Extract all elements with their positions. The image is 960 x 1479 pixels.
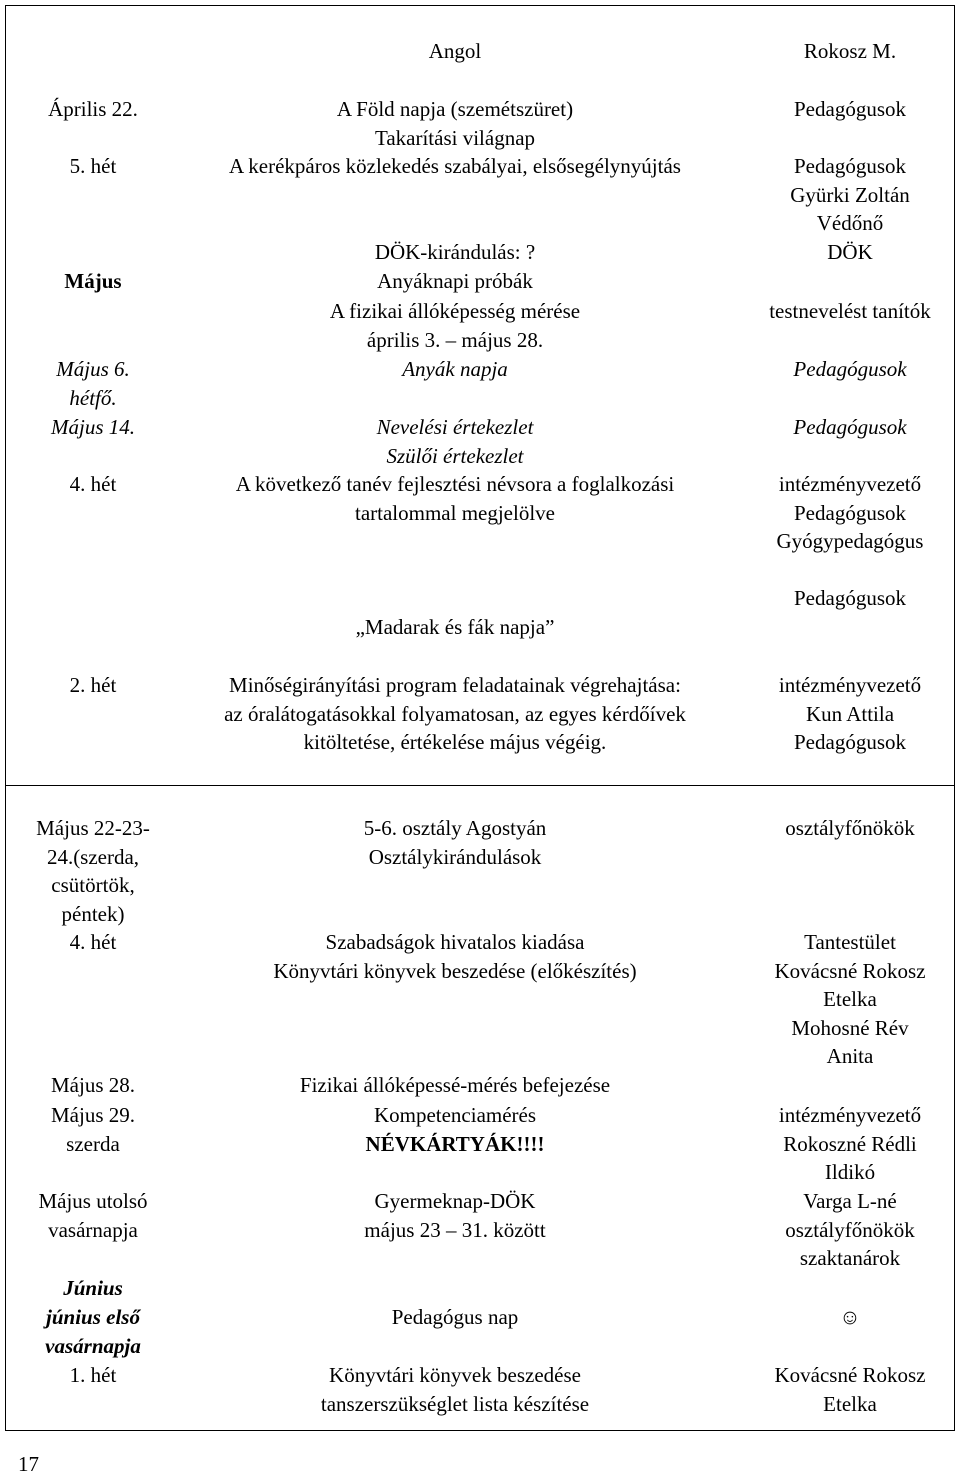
row-date: Május 22-23- 24.(szerda, csütörtök, péntek) <box>36 816 150 926</box>
row-event: Anyáknapi próbák <box>377 269 533 293</box>
row-event: A következő tanév fejlesztési névsora a foglalkozási tartalommal megjelölve <box>235 472 675 525</box>
row-event-emphasis: NÉVKÁRTYÁK!!!! <box>365 1132 545 1156</box>
row-responsible: testnevelést tanítók <box>769 299 931 323</box>
row-event: Gyermeknap-DÖK május 23 – 31. között <box>364 1189 546 1242</box>
row-date: Április 22. <box>48 97 138 121</box>
row-date: 1. hét <box>69 1363 117 1387</box>
row-responsible: intézményvezető Kun Attila Pedagógusok <box>778 673 922 754</box>
smiley-icon: ☺ <box>839 1305 861 1329</box>
row-event: Fizikai állóképessé-mérés befejezése <box>299 1073 611 1097</box>
row-event: Szabadságok hivatalos kiadása Könyvtári könyvek beszedése (előkészítés) <box>273 930 637 983</box>
row-event: Kompetenciamérés <box>373 1103 537 1127</box>
row-date: 5. hét <box>69 154 117 178</box>
row-date: 4. hét <box>69 930 117 954</box>
row-responsible: Pedagógusok <box>793 357 907 381</box>
row-responsible: Tantestület Kovácsné Rokosz Etelka Mohosné Rév Anita <box>774 930 926 1068</box>
row-responsible: Pedagógusok <box>793 415 907 439</box>
row-event: Minőségirányítási program feladatainak végrehajtása: az óralátogatásokkal folyamatosan, az egyes kérdőívek kitöltetése, értékelése május végéig. <box>224 673 686 754</box>
row-event: Pedagógus nap <box>391 1305 519 1329</box>
row-event: Nevelési értekezlet Szülői értekezlet <box>376 415 534 468</box>
row-event: A Föld napja (szemétszüret) Takarítási világnap <box>336 97 574 150</box>
row-responsible: Pedagógusok Gyürki Zoltán Védőnő <box>790 154 910 235</box>
row-date: Május 28. <box>51 1073 135 1097</box>
row-event: 5-6. osztály Agostyán Osztálykirándulások <box>363 816 547 869</box>
row-date: Május 14. <box>51 415 135 439</box>
table-divider <box>5 785 955 786</box>
page-number: 17 <box>18 1452 39 1476</box>
row-date: Május 6. hétfő. <box>56 357 130 410</box>
row-date: június első vasárnapja <box>45 1305 141 1358</box>
row-responsible: DÖK <box>827 240 873 264</box>
row-date: 4. hét <box>69 472 117 496</box>
row-date: Május utolsó vasárnapja <box>38 1189 148 1242</box>
row-event: Könyvtári könyvek beszedése tanszerszükséglet lista készítése <box>320 1363 590 1416</box>
row-event: A fizikai állóképesség mérése április 3. – május 28. <box>329 299 581 352</box>
row-event: Anyák napja <box>402 357 508 381</box>
row-responsible: Pedagógusok <box>794 586 906 610</box>
row-responsible: Varga L-né osztályfőnökök szaktanárok <box>785 1189 915 1270</box>
row-event: „Madarak és fák napja” <box>355 615 555 639</box>
row-date: Június <box>63 1276 123 1300</box>
row-date: 2. hét <box>69 673 117 697</box>
row-event: A kerékpáros közlekedés szabályai, elsősegélynyújtás <box>229 154 681 178</box>
row-event: DÖK-kirándulás: ? <box>374 240 536 264</box>
row-responsible: Pedagógusok <box>794 97 906 121</box>
teacher-heading: Rokosz M. <box>803 39 897 63</box>
row-responsible: osztályfőnökök <box>785 816 915 840</box>
row-responsible: intézményvezető Pedagógusok Gyógypedagógus <box>776 472 924 553</box>
row-date: Május <box>64 269 122 293</box>
row-date: Május 29. szerda <box>51 1103 135 1156</box>
row-responsible: intézményvezető Rokoszné Rédli Ildikó <box>778 1103 922 1184</box>
row-responsible: Kovácsné Rokosz Etelka <box>774 1363 926 1416</box>
subject-heading: Angol <box>428 39 482 63</box>
